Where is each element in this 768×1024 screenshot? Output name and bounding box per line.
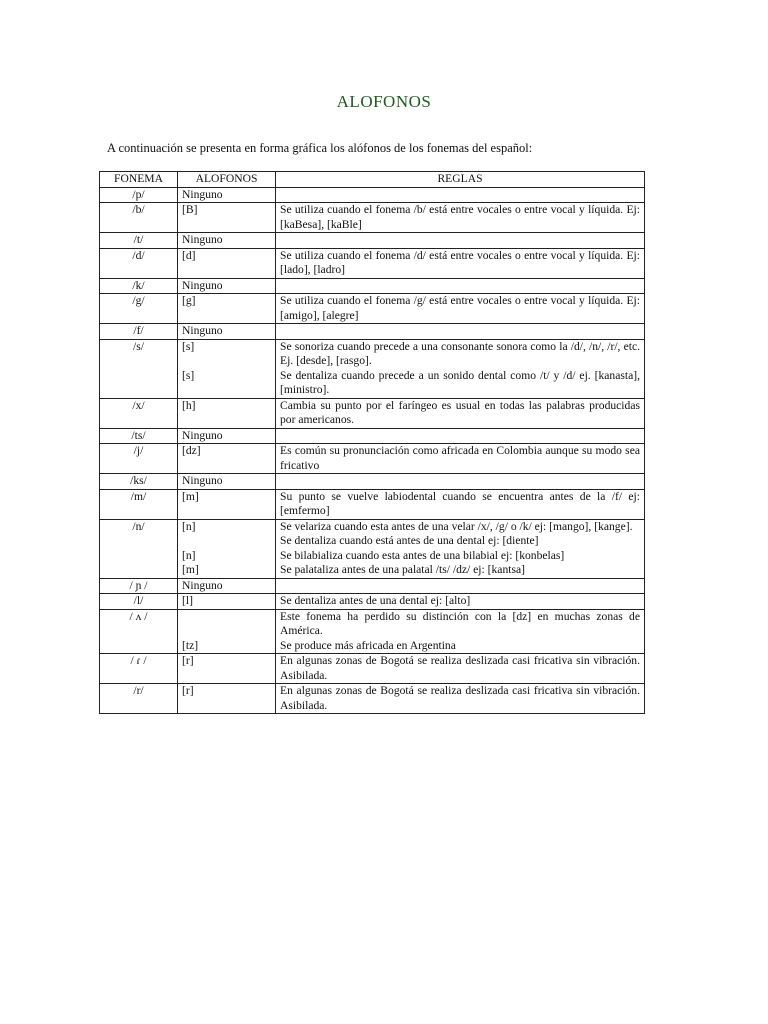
header-fonema: FONEMA — [100, 172, 178, 188]
alofono-cell — [178, 398, 276, 428]
regla: Se dentaliza antes de una dental ej: [alto] — [280, 594, 471, 607]
alofono: [g] — [182, 294, 196, 307]
table-row — [100, 519, 645, 578]
alofono: [l] — [182, 594, 193, 607]
alofono: [d] — [182, 248, 196, 262]
table-row — [100, 233, 645, 249]
allophones-table — [99, 171, 645, 714]
regla-cell — [276, 474, 645, 490]
regla-cell — [276, 294, 645, 324]
regla: Se utiliza cuando el fonema /b/ está entre vocales o entre vocal y líquida. Ej: [kaBesa], [kaBle] — [280, 203, 640, 231]
regla: Se produce más africada en Argentina — [280, 638, 456, 652]
fonema-cell: /s/ — [100, 339, 178, 398]
regla: Se utiliza cuando el fonema /d/ está entre vocales o entre vocal y líquida. Ej: [lado], [ladro] — [280, 248, 640, 276]
fonema-cell: / ʌ / — [100, 609, 178, 654]
regla: Su punto se vuelve labiodental cuando se encuentra antes de la /f/ ej: [emfermo] — [280, 489, 640, 517]
fonema-cell: /ks/ — [100, 474, 178, 490]
fonema-cell: /b/ — [100, 203, 178, 233]
regla: Es común su pronunciación como africada en Colombia aunque su modo sea fricativo — [280, 444, 640, 472]
table-row — [100, 294, 645, 324]
alofono-cell — [178, 578, 276, 594]
regla: Se dentaliza cuando precede a un sonido dental como /t/ y /d/ ej. [kanasta], [ministro]. — [280, 368, 640, 396]
fonema-cell: /x/ — [100, 398, 178, 428]
alofono-cell — [178, 248, 276, 278]
regla: Se dentaliza cuando está antes de una dental ej: [diente] — [280, 534, 539, 547]
table-row — [100, 278, 645, 294]
fonema-cell: /n/ — [100, 519, 178, 578]
regla-cell — [276, 684, 645, 714]
alofono: Ninguno — [182, 278, 223, 292]
regla-cell — [276, 444, 645, 474]
alofono: Ninguno — [182, 428, 223, 442]
alofono: Ninguno — [182, 187, 223, 201]
fonema-cell: /t/ — [100, 233, 178, 249]
alofono-cell — [178, 594, 276, 610]
regla: Se sonoriza cuando precede a una consonante sonora como la /d/, /n/, /r/, etc. Ej. [desde], [rasgo]. — [280, 339, 640, 367]
table-row — [100, 187, 645, 203]
regla: En algunas zonas de Bogotá se realiza deslizada casi fricativa sin vibración. Asibilada. — [280, 654, 640, 682]
table-row — [100, 594, 645, 610]
table-row — [100, 609, 645, 654]
alofono: [tz] — [182, 638, 199, 652]
table-row — [100, 203, 645, 233]
page-title: ALOFONOS — [336, 92, 432, 111]
table-row — [100, 684, 645, 714]
table-row — [100, 444, 645, 474]
regla-cell — [276, 519, 645, 578]
alofono-cell — [178, 609, 276, 654]
table-row — [100, 339, 645, 398]
alofono: [s] — [182, 368, 195, 382]
alofono-cell — [178, 444, 276, 474]
fonema-cell: /k/ — [100, 278, 178, 294]
alofono-cell — [178, 203, 276, 233]
fonema-cell: /ts/ — [100, 428, 178, 444]
header-reglas: REGLAS — [276, 172, 645, 188]
alofono: [n] — [182, 548, 196, 562]
regla-cell — [276, 187, 645, 203]
fonema-cell: /d/ — [100, 248, 178, 278]
table-row — [100, 428, 645, 444]
fonema-cell: /f/ — [100, 324, 178, 340]
regla: Se palataliza antes de una palatal /ts/ /dz/ ej: [kantsa] — [280, 563, 525, 576]
alofono: [m] — [182, 563, 199, 576]
regla: Este fonema ha perdido su distinción con la [dz] en muchas zonas de América. — [280, 609, 640, 637]
regla-cell — [276, 489, 645, 519]
alofono: [m] — [182, 489, 199, 503]
regla-cell — [276, 398, 645, 428]
alofono-cell — [178, 339, 276, 398]
table-row — [100, 654, 645, 684]
fonema-cell: / ɲ / — [100, 578, 178, 594]
regla: Cambia su punto por el faríngeo es usual en todas las palabras producidas por americanos. — [280, 398, 640, 426]
table-row — [100, 578, 645, 594]
fonema-cell: /p/ — [100, 187, 178, 203]
table-header-row — [100, 172, 645, 188]
table-row — [100, 248, 645, 278]
alofono: [r] — [182, 654, 194, 667]
regla-cell — [276, 203, 645, 233]
alofono-cell — [178, 474, 276, 490]
fonema-cell: / ɾ / — [100, 654, 178, 684]
alofono-cell — [178, 489, 276, 519]
regla: En algunas zonas de Bogotá se realiza deslizada casi fricativa sin vibración. Asibilada. — [280, 684, 640, 712]
alofono-cell — [178, 187, 276, 203]
table-row — [100, 324, 645, 340]
alofono: [B] — [182, 203, 198, 216]
alofono-cell — [178, 233, 276, 249]
table-row — [100, 474, 645, 490]
fonema-cell: /j/ — [100, 444, 178, 474]
regla-cell — [276, 578, 645, 594]
alofono-cell — [178, 428, 276, 444]
alofono-cell — [178, 654, 276, 684]
alofono: Ninguno — [182, 474, 223, 487]
alofono: [dz] — [182, 444, 201, 457]
regla-cell — [276, 428, 645, 444]
fonema-cell: /m/ — [100, 489, 178, 519]
regla-cell — [276, 339, 645, 398]
alofono-cell — [178, 519, 276, 578]
fonema-cell: /l/ — [100, 594, 178, 610]
fonema-cell: /r/ — [100, 684, 178, 714]
fonema-cell: /g/ — [100, 294, 178, 324]
alofono-cell — [178, 684, 276, 714]
regla-cell — [276, 278, 645, 294]
header-alofonos: ALOFONOS — [178, 172, 276, 188]
alofono: Ninguno — [182, 233, 223, 246]
alofono: [n] — [182, 519, 196, 533]
regla-cell — [276, 233, 645, 249]
regla-cell — [276, 248, 645, 278]
alofono: Ninguno — [182, 324, 223, 337]
regla-cell — [276, 654, 645, 684]
alofono-cell — [178, 324, 276, 340]
alofono-cell — [178, 278, 276, 294]
table-row — [100, 489, 645, 519]
regla-cell — [276, 324, 645, 340]
regla-cell — [276, 594, 645, 610]
alofono: [h] — [182, 398, 196, 412]
regla: Se bilabializa cuando esta antes de una bilabial ej: [konbelas] — [280, 548, 565, 562]
table-row — [100, 398, 645, 428]
regla: Se velariza cuando esta antes de una velar /x/, /g/ o /k/ ej: [mango], [kange]. — [280, 519, 633, 533]
intro-paragraph: A continuación se presenta en forma gráfica los alófonos de los fonemas del español: — [107, 141, 533, 155]
alofono-cell — [178, 294, 276, 324]
alofono: [s] — [182, 339, 195, 353]
regla-cell — [276, 609, 645, 654]
alofono: Ninguno — [182, 578, 223, 592]
regla: Se utiliza cuando el fonema /g/ está entre vocales o entre vocal y líquida. Ej: [amigo], [alegre] — [280, 294, 640, 322]
alofono: [r] — [182, 684, 194, 697]
